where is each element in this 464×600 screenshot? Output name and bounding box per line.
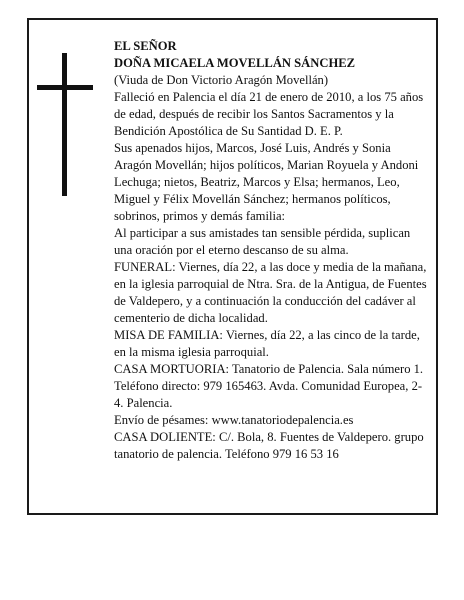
family-mass-paragraph: MISA DE FAMILIA: Viernes, día 22, a las cinco de la tarde, en la misma iglesia parroquial. — [114, 328, 420, 359]
mourning-home-paragraph: CASA DOLIENTE: C/. Bola, 8. Fuentes de Valdepero. grupo tanatorio de palencia. Teléfono 979 16 53 16 — [114, 430, 424, 461]
death-paragraph: Falleció en Palencia el día 21 de enero de 2010, a los 75 años de edad, después de recibir los Santos Sacramentos y la Bendición Apostólica de Su Santidad D. E. P. — [114, 90, 424, 138]
funeral-paragraph: FUNERAL: Viernes, día 22, a las doce y media de la mañana, en la iglesia parroquial de Ntra. Sra. de la Antigua, de Fuentes de Valdepero, y a continuación la conducción del cadáver al cementerio de dicha localidad. — [114, 260, 427, 325]
mortuary-paragraph: CASA MORTUORIA: Tanatorio de Palencia. Sala número 1. Teléfono directo: 979 165463. Avda. Comunidad Europea, 2-4. Palencia. — [114, 362, 424, 410]
family-paragraph: Sus apenados hijos, Marcos, José Luis, Andrés y Sonia Aragón Movellán; hijos políticos, Marian Royuela y Andoni Lechuga; nietos, Beatriz, Marcos y Elsa; hermanos, Leo, Miguel y Félix Movellán Sánchez; hermanos políticos, sobrinos, primos y demás familia: — [114, 141, 419, 223]
obituary-text — [114, 38, 430, 463]
cross-vertical-bar — [62, 53, 67, 196]
cross-horizontal-bar — [37, 85, 93, 90]
request-paragraph: Al participar a sus amistades tan sensible pérdida, suplican una oración por el eterno descanso de su alma. — [114, 226, 411, 257]
latin-cross-icon — [37, 53, 93, 196]
notice-title-line1: EL SEÑOR — [114, 39, 177, 53]
notice-title-line2: DOÑA MICAELA MOVELLÁN SÁNCHEZ — [114, 56, 356, 70]
notice-subtitle: (Viuda de Don Victorio Aragón Movellán) — [114, 73, 329, 87]
condolences-line: Envío de pésames: www.tanatoriodepalencia.es — [114, 413, 354, 427]
